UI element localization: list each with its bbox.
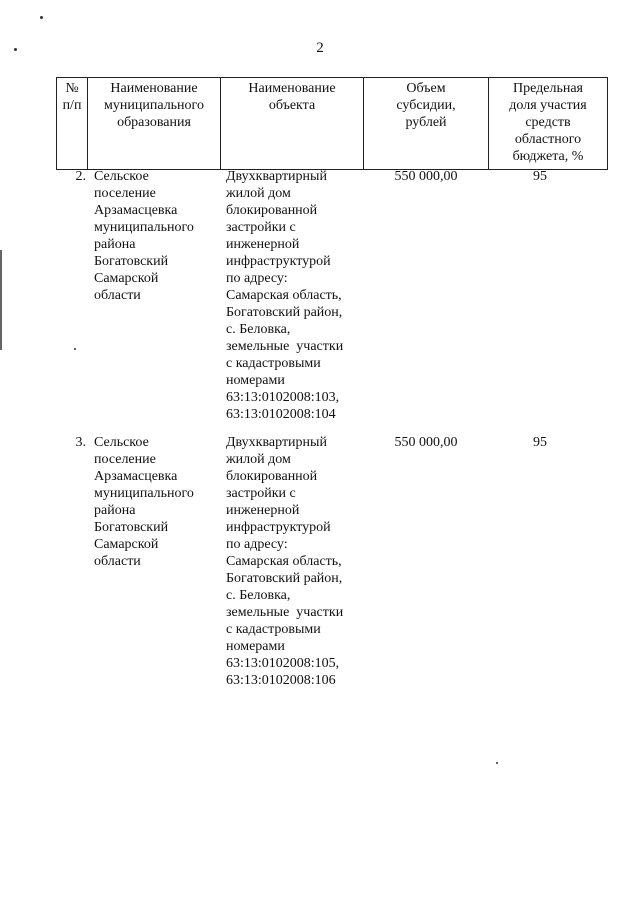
header-object-cell [221, 78, 364, 170]
object-line: инфраструктурой [226, 520, 331, 535]
subsidy-amount: 550 000,00 [394, 435, 458, 450]
scan-speck [74, 348, 76, 350]
municipality-line: области [94, 554, 141, 569]
object-line: номерами [226, 639, 285, 654]
municipality-name [94, 168, 220, 304]
object-line: Богатовский район, [226, 571, 343, 586]
object-line: с кадастровыми [226, 356, 321, 371]
header-share-line: бюджета, % [512, 149, 584, 164]
municipality-line: муниципального [94, 220, 194, 235]
budget-share: 95 [533, 435, 547, 450]
municipality-name [94, 434, 220, 570]
municipality-line: района [94, 237, 136, 252]
object-line: блокированной [226, 469, 318, 484]
object-line: 63:13:0102008:105, [226, 656, 340, 671]
object-line: номерами [226, 373, 285, 388]
object-line: застройки с [226, 220, 296, 235]
municipality-line: района [94, 503, 136, 518]
header-object-line: Наименование [248, 81, 336, 96]
header-subsidy-line: субсидии, [396, 98, 456, 113]
table-header [56, 77, 608, 170]
object-line: Двухквартирный [226, 169, 327, 184]
municipality-line: Арзамасцевка [94, 469, 178, 484]
object-description [226, 434, 366, 689]
header-share-line: Предельная [513, 81, 583, 96]
header-share-line: средств [525, 115, 571, 130]
object-line: земельные участки [226, 605, 344, 620]
object-line: 63:13:0102008:104 [226, 407, 336, 422]
municipality-line: муниципального [94, 486, 194, 501]
object-line: по адресу: [226, 271, 288, 286]
header-subsidy-line: рублей [405, 115, 447, 130]
object-line: Богатовский район, [226, 305, 343, 320]
municipality-line: Сельское [94, 169, 149, 184]
municipality-line: Богатовский [94, 254, 169, 269]
header-num-cell [57, 78, 88, 170]
object-line: с. Беловка, [226, 322, 291, 337]
object-line: инфраструктурой [226, 254, 331, 269]
header-subsidy-line: Объем [406, 81, 446, 96]
page-number: 2 [316, 40, 324, 56]
header-municipality-line: муниципального [104, 98, 204, 113]
object-line: 63:13:0102008:106 [226, 673, 336, 688]
header-share-cell [489, 78, 608, 170]
budget-share: 95 [533, 169, 547, 184]
object-line: блокированной [226, 203, 318, 218]
municipality-line: области [94, 288, 141, 303]
municipality-line: поселение [94, 452, 156, 467]
object-line: с. Беловка, [226, 588, 291, 603]
header-municipality-line: образования [117, 115, 191, 130]
object-line: инженерной [226, 503, 300, 518]
header-municipality-cell [88, 78, 221, 170]
municipality-line: Сельское [94, 435, 149, 450]
header-municipality-line: Наименование [110, 81, 198, 96]
object-line: Самарская область, [226, 554, 342, 569]
object-line: жилой дом [226, 452, 291, 467]
object-line: земельные участки [226, 339, 344, 354]
municipality-line: Самарской [94, 271, 159, 286]
header-num-line: п/п [62, 98, 82, 113]
municipality-line: Арзамасцевка [94, 203, 178, 218]
municipality-line: поселение [94, 186, 156, 201]
municipality-line: Богатовский [94, 520, 169, 535]
object-line: Двухквартирный [226, 435, 327, 450]
header-subsidy-cell [364, 78, 489, 170]
object-line: инженерной [226, 237, 300, 252]
object-line: с кадастровыми [226, 622, 321, 637]
object-line: застройки с [226, 486, 296, 501]
scan-edge-mark [0, 250, 2, 350]
header-share-line: областного [514, 132, 582, 147]
municipality-line: Самарской [94, 537, 159, 552]
scan-speck [40, 16, 43, 19]
object-line: жилой дом [226, 186, 291, 201]
object-line: 63:13:0102008:103, [226, 390, 340, 405]
row-number: 3. [75, 435, 86, 450]
scan-speck [496, 762, 498, 764]
object-line: Самарская область, [226, 288, 342, 303]
row-number: 2. [75, 169, 86, 184]
header-share-line: доля участия [509, 98, 587, 113]
header-num-line: № [65, 81, 79, 96]
subsidy-amount: 550 000,00 [394, 169, 458, 184]
object-description [226, 168, 366, 423]
header-object-line: объекта [268, 98, 316, 113]
object-line: по адресу: [226, 537, 288, 552]
